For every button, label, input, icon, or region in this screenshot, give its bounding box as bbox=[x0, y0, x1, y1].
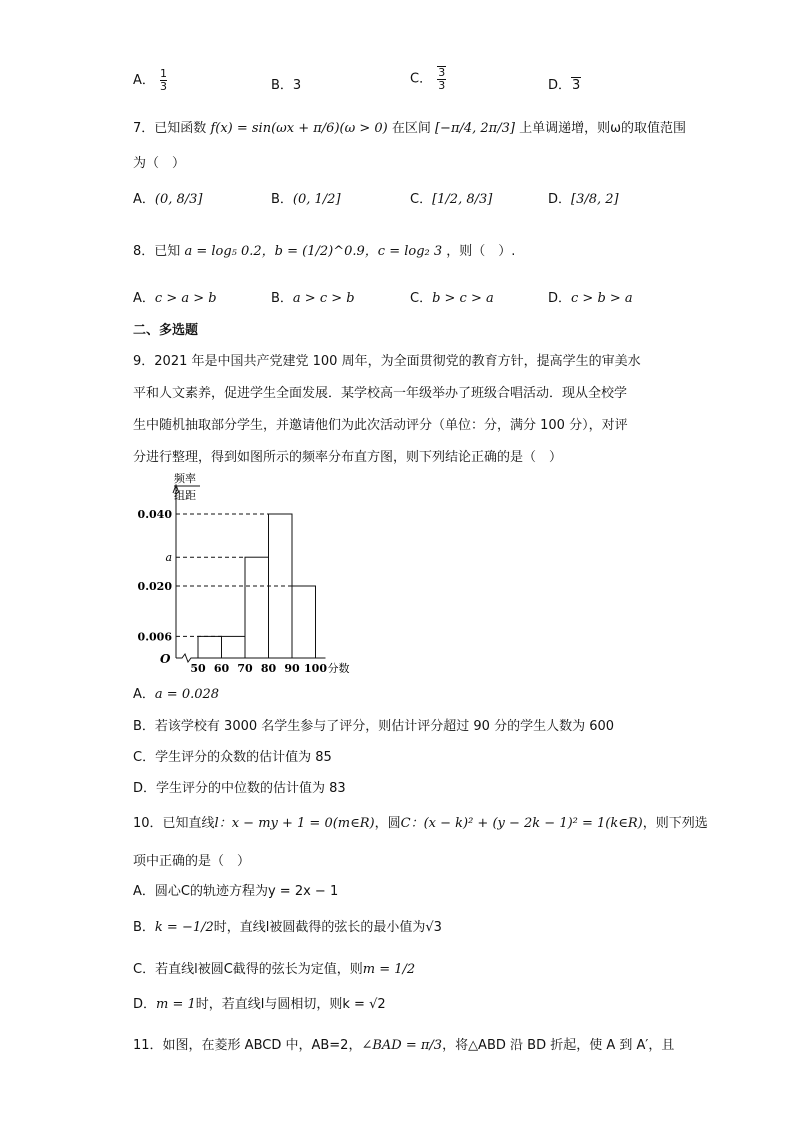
q8-option-a: A．c > a > b bbox=[133, 291, 217, 306]
q7-option-a: A．(0, 8/3] bbox=[133, 192, 203, 207]
q6-option-a: A． $\frac{1}{3}$ bbox=[133, 67, 168, 93]
histogram-bar bbox=[245, 557, 269, 658]
q6-option-c: C． $\frac{3}{3}$ bbox=[410, 66, 446, 92]
q11-stem: 11．如图，在菱形 ABCD 中，AB=2，∠BAD = π/3，将△ABD 沿 BD 折起，使 A 到 A′，且 bbox=[133, 1038, 675, 1053]
histogram-bar bbox=[222, 636, 246, 658]
x-axis-label: 分数 bbox=[327, 662, 350, 673]
y-tick-label: 0.040 bbox=[137, 508, 172, 521]
y-label-top: 频率 bbox=[174, 472, 196, 485]
y-tick-label: 0.006 bbox=[137, 630, 172, 644]
q10-option-b: B．k = −1/2时，直线l被圆截得的弦长的最小值为√3 bbox=[133, 920, 442, 935]
x-tick-label: 100 bbox=[304, 662, 327, 673]
q10-option-a: A．圆心C的轨迹方程为y = 2x − 1 bbox=[133, 884, 339, 899]
x-tick-label: 70 bbox=[237, 662, 253, 673]
y-tick-label: a bbox=[165, 551, 172, 565]
q9-stem-line1: 9．2021 年是中国共产党建党 100 周年，为全面贯彻党的教育方针，提高学生的审美水 bbox=[133, 354, 641, 369]
q8-stem: 8．已知 a = log₅ 0.2，b = (1/2)^0.9，c = log₂ 3 ，则（ ）. bbox=[133, 244, 516, 259]
q7-stem-line2: 为（ ） bbox=[133, 156, 186, 171]
q7-option-c: C．[1/2, 8/3] bbox=[410, 192, 493, 207]
q9-option-d: D．学生评分的中位数的估计值为 83 bbox=[133, 781, 346, 796]
q7-option-d: D．[3/8, 2] bbox=[548, 192, 619, 207]
q9-stem-line4: 分进行整理，得到如图所示的频率分布直方图，则下列结论正确的是（ ） bbox=[133, 450, 563, 465]
histogram-bar bbox=[292, 586, 316, 658]
q9-stem-line2: 平和人文素养，促进学生全面发展．某学校高一年级举办了班级合唱活动．现从全校学 bbox=[133, 386, 628, 401]
q10-stem: 10．已知直线l：x − my + 1 = 0(m∈R)，圆C：(x − k)² + (y − 2k − 1)² = 1(k∈R)，则下列选 bbox=[133, 816, 708, 831]
y-tick-label: 0.020 bbox=[137, 580, 172, 593]
q7-stem: 7．已知函数 f(x) = sin(ωx + π/6)(ω > 0) 在区间 [−π/4, 2π/3] 上单调递增，则ω的取值范围 bbox=[133, 121, 686, 136]
q10-stem-line2: 项中正确的是（ ） bbox=[133, 854, 251, 869]
x-tick-label: 60 bbox=[213, 662, 230, 673]
q7-option-b: B．(0, 1/2] bbox=[271, 192, 341, 207]
origin-label: O bbox=[160, 652, 171, 666]
q8-option-d: D．c > b > a bbox=[548, 291, 633, 306]
q6-option-d: D．3 bbox=[548, 78, 581, 93]
q10-option-d: D．m = 1时，若直线l与圆相切，则k = √2 bbox=[133, 997, 386, 1012]
q9-option-a: A．a = 0.028 bbox=[133, 687, 220, 702]
y-label-bottom: 组距 bbox=[174, 489, 196, 502]
q8-option-c: C．b > c > a bbox=[410, 291, 494, 306]
x-tick-label: 90 bbox=[284, 662, 300, 673]
q6-option-b: B．3 bbox=[271, 78, 302, 93]
q9-stem-line3: 生中随机抽取部分学生，并邀请他们为此次活动评分（单位：分，满分 100 分），对评 bbox=[133, 418, 628, 433]
q9-option-c: C．学生评分的众数的估计值为 85 bbox=[133, 750, 332, 765]
histogram-bar bbox=[198, 636, 222, 658]
q8-option-b: B．a > c > b bbox=[271, 291, 355, 306]
frequency-histogram bbox=[128, 465, 388, 673]
x-tick-label: 50 bbox=[190, 662, 206, 673]
x-tick-label: 80 bbox=[260, 662, 277, 673]
q10-option-c: C．若直线l被圆C截得的弦长为定值，则m = 1/2 bbox=[133, 962, 416, 977]
section-title-multi-choice: 二、多选题 bbox=[133, 323, 199, 338]
q9-option-b: B．若该学校有 3000 名学生参与了评分，则估计评分超过 90 分的学生人数为 600 bbox=[133, 719, 615, 734]
